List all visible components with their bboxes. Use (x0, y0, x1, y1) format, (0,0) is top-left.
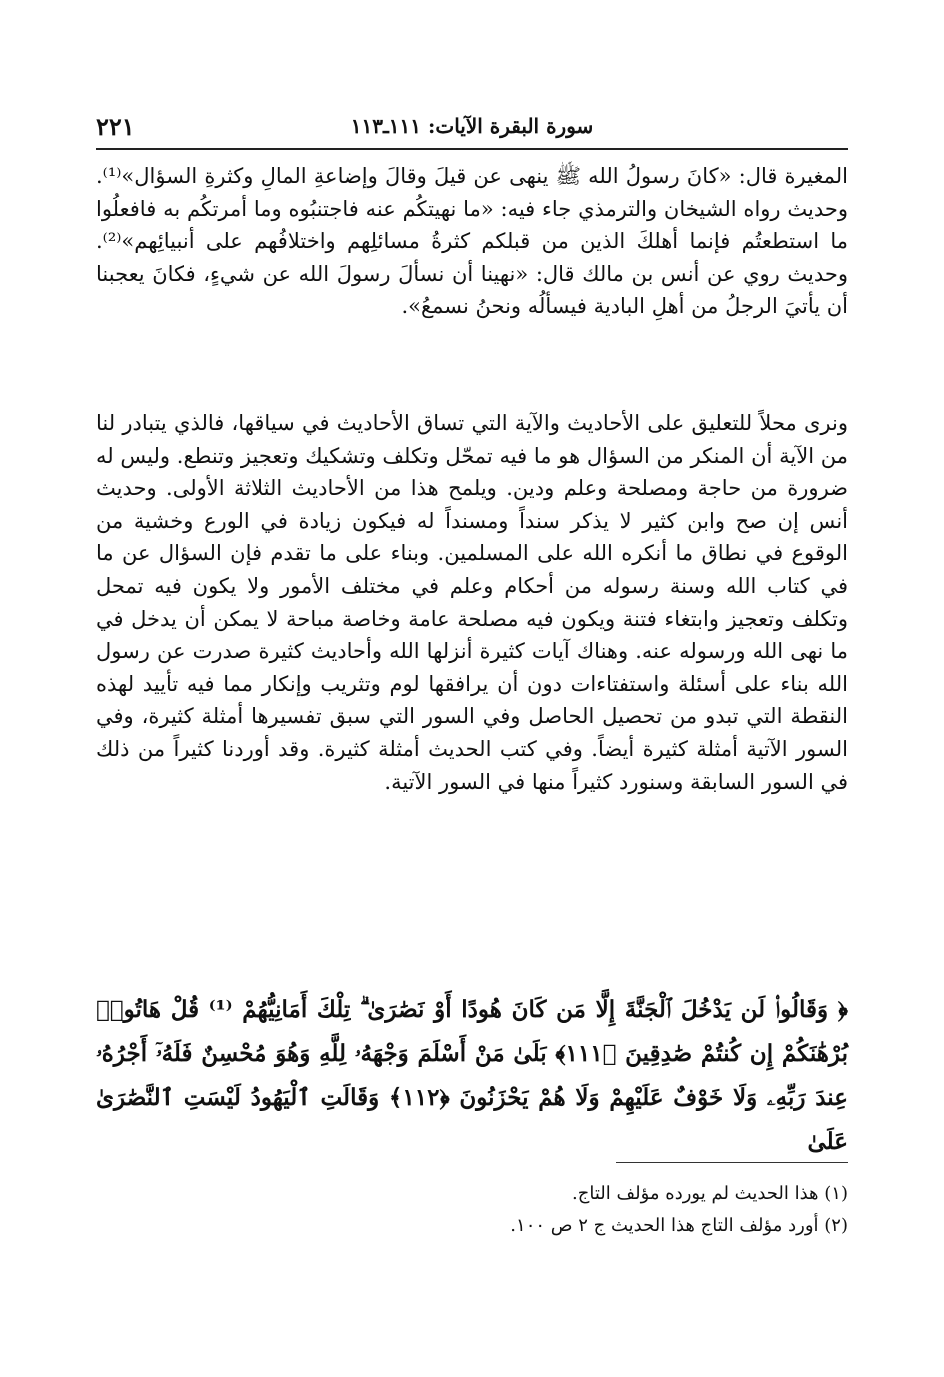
page-number: ٢٢١ (96, 112, 135, 141)
header-divider (96, 148, 848, 150)
body-paragraph: ونرى محلاً للتعليق على الأحاديث والآية التي تساق الأحاديث في سياقها، فالذي يتبادر لنا من الآية أن المنكر من السؤال هو ما فيه تمحّل وتكلف وتشكيك وتعجيز وتنطع. وليس له ضرورة من حاجة ومصلحة وعلم ودين. ويلمح هذا من الأحاديث الثلاثة الأولى. وحديث أنس إن صح وابن كثير لا يذكر سنداً ومسنداً له فيكون زيادة في الورع وخشية من الوقوع في نطاق ما أنكره الله على المسلمين. وبناء على ما تقدم فإن السؤال عن ما في كتاب الله وسنة رسوله من أحكام وعلم في مختلف الأمور ولا يكون فيه تمحل وتكلف وتعجيز وابتغاء فتنة ويكون فيه مصلحة عامة وخاصة مباحة لا يمكن أن يدخل في ما نهى الله ورسوله عنه. وهناك آيات كثيرة أنزلها الله وأحاديث كثيرة صدرت عن رسول الله بناء على أسئلة واستفتاءات دون أن يرافقها لوم وتثريب وإنكار مما فيه تأييد لهذه النقطة التي تبدو من تحصيل الحاصل وفي السور التي سبق تفسيرها أمثلة كثيرة، وفي السور الآتية أمثلة كثيرة أيضاً. وفي كتب الحديث أمثلة كثيرة. وقد أوردنا كثيراً من ذلك في السور السابقة وسنورد كثيراً منها في السور الآتية. (96, 411, 849, 794)
footnotes (96, 1178, 848, 1242)
footnote-item: (٢) أورد مؤلف التاج هذا الحديث ج ٢ ص ١٠٠. (510, 1215, 848, 1236)
body-paragraph: المغيرة قال: «كانَ رسولُ الله ﷺ ينهى عن قيلَ وقالَ وإضاعةِ المالِ وكثرةِ السؤال»⁽¹⁾. وحديث رواه الشيخان والترمذي جاء فيه: «ما نهيتكُم عنه فاجتنبُوه وما أمرتكُم به فافعلُوا ما استطعتُم فإنما أهلكَ الذين من قبلكم كثرةُ مسائلِهم واختلافُهم على أنبيائِهم»⁽²⁾. وحديث روي عن أنس بن مالك قال: «نهينا أن نسألَ رسولَ الله عن شيءٍ، فكانَ يعجبنا أن يأتيَ الرجلُ من أهلِ البادية فيسألُه ونحنُ نسمعُ». (96, 164, 848, 319)
footnote-divider (616, 1162, 848, 1163)
quran-verse-block: ﴿ وَقَالُوا۟ لَن يَدْخُلَ ٱلْجَنَّةَ إِلَّا مَن كَانَ هُودًا أَوْ نَصَٰرَىٰ ۗ تِلْكَ أَمَانِيُّهُمْ ⁽¹⁾ قُلْ هَاتُوا۟ بُرْهَٰنَكُمْ إِن كُنتُمْ صَٰدِقِينَ ﴿١١١﴾ بَلَىٰ مَنْ أَسْلَمَ وَجْهَهُۥ لِلَّهِ وَهُوَ مُحْسِنٌ فَلَهُۥٓ أَجْرُهُۥ عِندَ رَبِّهِۦ وَلَا خَوْفٌ عَلَيْهِمْ وَلَا هُمْ يَحْزَنُونَ ﴿١١٢﴾ وَقَالَتِ ٱلْيَهُودُ لَيْسَتِ ٱلنَّصَٰرَىٰ عَلَىٰ (96, 996, 848, 1155)
footnote-item: (١) هذا الحديث لم يورده مؤلف التاج. (572, 1183, 848, 1204)
running-title: سورة البقرة الآيات: ١١١ـ١١٣ (350, 114, 594, 138)
page-header (96, 112, 848, 146)
